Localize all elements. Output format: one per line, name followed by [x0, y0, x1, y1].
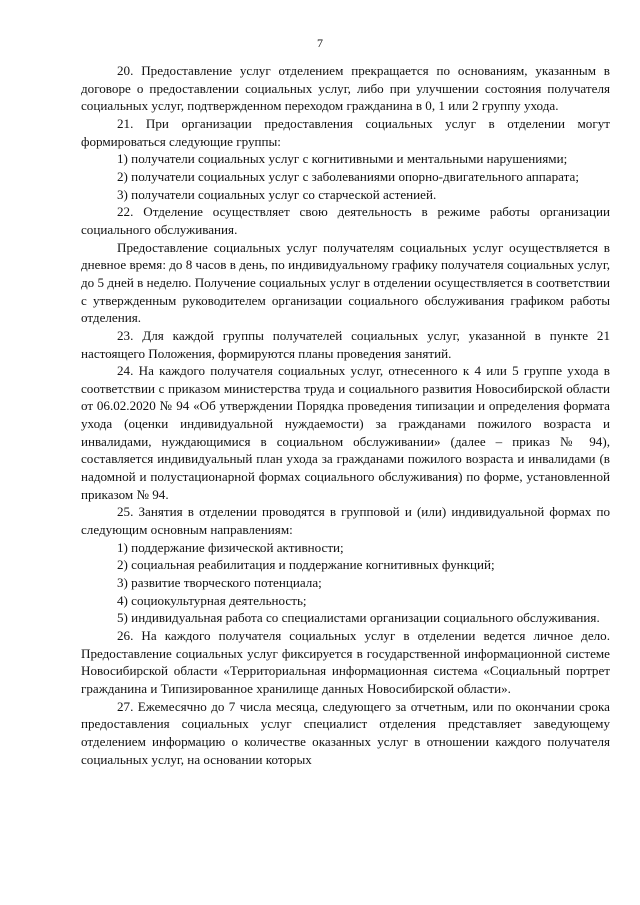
list-item-direction-5: 5) индивидуальная работа со специалистами организации социального обслуживания.	[117, 610, 600, 626]
list-item-direction-4: 4) социокультурная деятельность;	[117, 592, 307, 608]
list-item-direction-3: 3) развитие творческого потенциала;	[117, 575, 322, 591]
page-number: 7	[317, 36, 323, 50]
paragraph-22: 22. Отделение осуществляет свою деятельность в режиме работы организации социального обслуживания.	[81, 204, 610, 237]
paragraph-20: 20. Предоставление услуг отделением прекращается по основаниям, указанным в договоре о предоставлении социальных услуг, либо при улучшении состояния получателя социальных услуг, подтвержденном переходом гражданина в 0, 1 или 2 группу ухода.	[81, 63, 610, 114]
paragraph-24: 24. На каждого получателя социальных услуг, отнесенного к 4 или 5 группе ухода в соответствии с приказом министерства труда и социального развития Новосибирской области от 06.02.2020 № 94 «Об утверждении Порядка проведения типизации и определения формата ухода (оценки индивидуальной нуждаемости) за гражданами пожилого возраста и инвалидами, нуждающимися в социальном обслуживании» (далее – приказ № 94), составляется индивидуальный план ухода за гражданами пожилого возраста и инвалидами (в надомной и полустационарной формах социального обслуживания) по форме, установленной приказом № 94.	[81, 363, 610, 502]
document-body	[81, 62, 610, 768]
paragraph-26: 26. На каждого получателя социальных услуг в отделении ведется личное дело. Предоставление социальных услуг фиксируется в государственной информационной системе Новосибирской области «Территориальная информационная система «Социальный портрет гражданина и Типизированное хранилище данных Новосибирской области».	[81, 628, 610, 696]
paragraph-23: 23. Для каждой группы получателей социальных услуг, указанной в пункте 21 настоящего Положения, формируются планы проведения занятий.	[81, 327, 610, 361]
paragraph-21: 21. При организации предоставления социальных услуг в отделении могут формироваться следующие группы:	[81, 115, 610, 149]
paragraph-27: 27. Ежемесячно до 7 числа месяца, следующего за отчетным, или по окончании срока предоставления социальных услуг специалист отделения представляет заведующему отделением информацию о количестве оказанных услуг в отношении каждого получателя социальных услуг, на основании которых	[81, 698, 610, 767]
paragraph-25: 25. Занятия в отделении проводятся в групповой и (или) индивидуальной формах по следующим основным направлениям:	[81, 504, 610, 538]
list-item-group-1: 1) получатели социальных услуг с когнитивными и ментальными нарушениями;	[117, 151, 568, 167]
list-item-direction-2: 2) социальная реабилитация и поддержание когнитивных функций;	[117, 557, 495, 573]
paragraph-22-schedule: Предоставление социальных услуг получателям социальных услуг осуществляется в дневное время: до 8 часов в день, по индивидуальному графику получателя социальных услуг, до 5 дней в неделю. Получение социальных услуг в отделении осуществляется в соответствии с утвержденным руководителем организации социального обслуживания графиком работы отделения.	[81, 239, 610, 326]
list-item-direction-1: 1) поддержание физической активности;	[117, 539, 344, 555]
list-item-group-3: 3) получатели социальных услуг со старческой астенией.	[117, 186, 437, 202]
list-item-group-2: 2) получатели социальных услуг с заболеваниями опорно-двигательного аппарата;	[117, 168, 579, 184]
